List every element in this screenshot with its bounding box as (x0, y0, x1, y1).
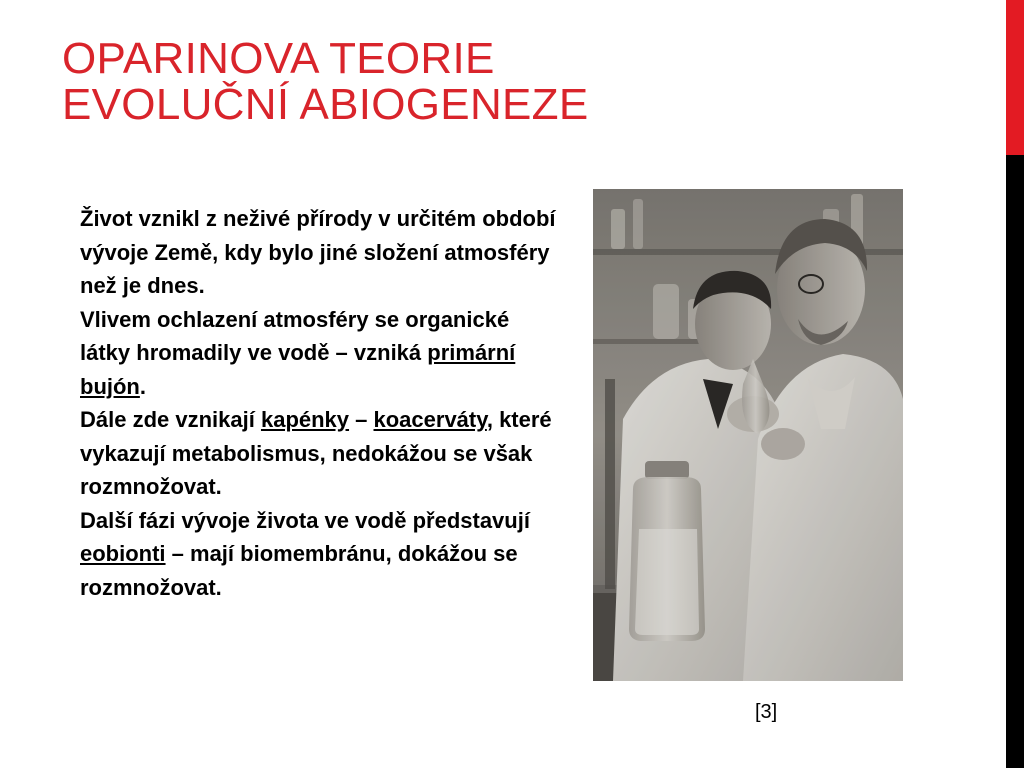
slide-title-line-2: EVOLUČNÍ ABIOGENEZE (62, 80, 589, 129)
paragraph-coacervates-text: Dále zde vznikají (80, 407, 261, 432)
term-coacervates: koacerváty (373, 407, 487, 432)
paragraph-coacervates-end: , které vykazují metabolismus, nedokážou se však rozmnožovat. (80, 407, 552, 499)
paragraph-coacervates (80, 403, 560, 504)
slide-title-line-1: OPARINOVA TEORIE (62, 34, 495, 83)
term-eobionts: eobionti (80, 541, 166, 566)
paragraph-eobionts-end: – mají biomembránu, dokážou se rozmnožovat. (80, 541, 518, 600)
paragraph-eobionts (80, 504, 560, 605)
accent-bar-red (1006, 0, 1024, 155)
term-primary-broth: primární bujón (80, 340, 516, 399)
paragraph-coacervates-dash: – (349, 407, 374, 432)
image-citation: [3] (755, 701, 778, 723)
slide-body (80, 202, 560, 604)
paragraph-primary-broth-end: . (139, 373, 146, 399)
paragraph-primary-broth-text: Vlivem ochlazení atmosféry se organické látky hromadily ve vodě – vzniká (80, 306, 510, 365)
accent-bar-black (1006, 155, 1024, 768)
photo-scientists-laboratory (593, 189, 903, 681)
slide-title (62, 36, 962, 128)
paragraph-eobionts-text: Další fázi vývoje života ve vodě představují (80, 507, 530, 533)
paragraph-origin-of-life: Život vznikl z neživé přírody v určitém období vývoje Země, kdy bylo jiné složení atmosféry než je dnes. (80, 206, 556, 298)
term-droplets: kapénky (260, 407, 350, 432)
paragraph-primary-broth (80, 303, 560, 404)
photo-illustration (593, 189, 903, 681)
